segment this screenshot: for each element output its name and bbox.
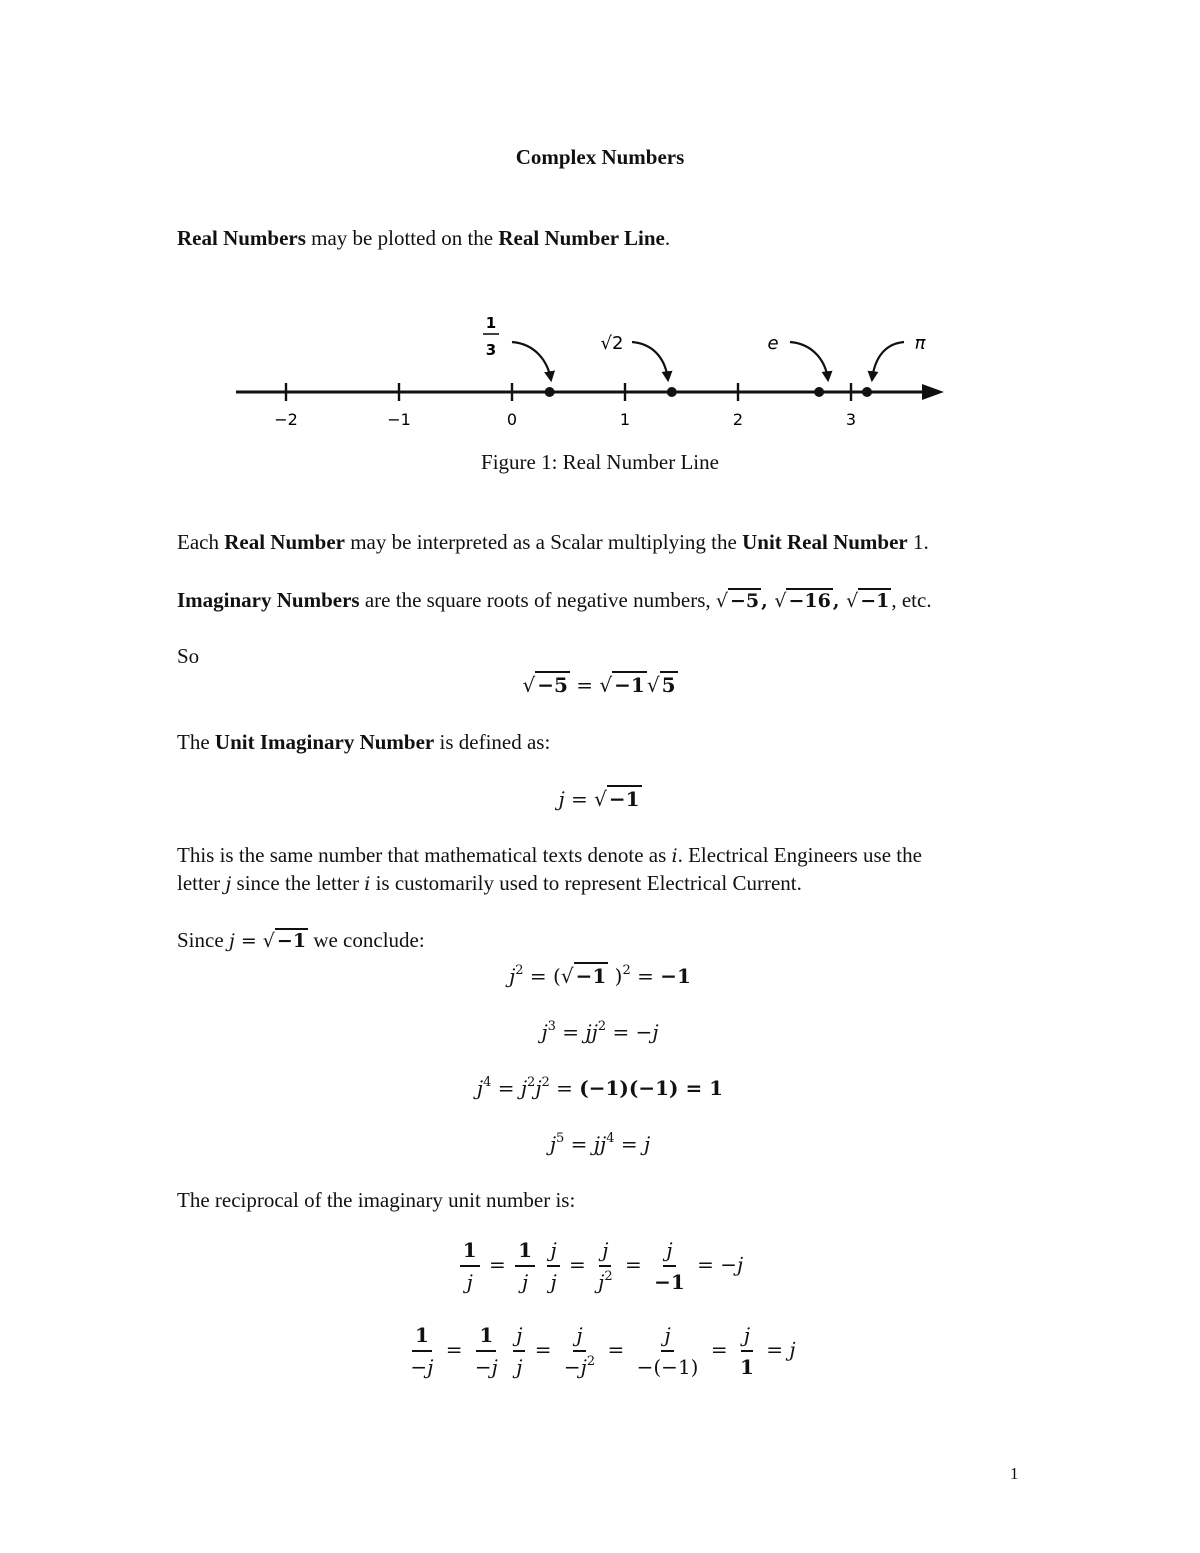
paragraph-notation-line-1: This is the same number that mathematical texts denote as i. Electrical Engineers use the: [177, 843, 922, 867]
figure-caption: Figure 1: Real Number Line: [481, 450, 719, 474]
point-marker: [545, 387, 555, 397]
tick-label: 2: [732, 410, 744, 429]
point-marker: [814, 387, 824, 397]
point-marker: [667, 387, 677, 397]
paragraph-notation-line-2: letter j since the letter i is customarily used to represent Electrical Current.: [177, 871, 802, 895]
real-number-line-figure: [0, 310, 1200, 430]
tick-label: −1: [387, 410, 411, 429]
paragraph-scalar: Each Real Number may be interpreted as a Scalar multiplying the Unit Real Number 1.: [177, 530, 929, 554]
tick-label: 1: [619, 410, 631, 429]
paragraph-unit-imaginary: The Unit Imaginary Number is defined as:: [177, 730, 551, 754]
equation-reciprocal-j: $\frac{1}{j}$ = $\frac{1}{j}$ $\frac{j}{j}$ = $\frac{j}{j^2}$ = $\frac{j}{-1}$ = −j: [0, 1237, 1200, 1295]
label-e: e: [767, 333, 779, 354]
paragraph-reciprocal: The reciprocal of the imaginary unit number is:: [177, 1188, 576, 1212]
equation-j-cubed: $j^3 = jj^2 = -j$: [541, 1019, 659, 1044]
tick-label: 0: [506, 410, 518, 429]
label-one-third-den: 3: [485, 341, 497, 359]
paragraph-real-numbers: Real Numbers may be plotted on the Real Number Line.: [177, 226, 671, 250]
equation-j-squared: $j^2$ = (√ −1 )$^2$ = −1: [509, 963, 691, 988]
equation-j-fifth: $j^5 = jj^4 = j$: [549, 1131, 651, 1156]
arrow-sqrt2: [632, 342, 668, 380]
equation-reciprocal-minus-j: $\frac{1}{-j}$ = $\frac{1}{-j}$ $\frac{j}{j}$ = $\frac{j}{-j^2}$ = $\frac{j}{-(-1)}$ = $\frac{j}{1}$ = j: [410, 1323, 796, 1379]
tick-label: −2: [274, 410, 298, 429]
point-marker: [862, 387, 872, 397]
paragraph-so: So: [177, 644, 200, 668]
label-sqrt2: √2: [600, 333, 624, 354]
equation-sqrt-minus-5: √ −5 = √ −1 √ 5: [522, 673, 676, 697]
arrow-e: [790, 342, 828, 380]
page-number: 1: [1010, 1464, 1019, 1483]
paragraph-imaginary: Imaginary Numbers are the square roots of negative numbers, √ −5 , √ −16 , √ −1, etc.: [177, 588, 932, 612]
tick-label: 3: [845, 410, 857, 429]
page-title: Complex Numbers: [515, 145, 685, 169]
axis-arrowhead: [922, 384, 944, 400]
equation-j-definition: j = √ −1: [558, 787, 640, 811]
equation-j-fourth: $j^4 = j^2j^2 = (-1)(-1) = 1$: [476, 1075, 724, 1100]
label-pi: π: [914, 333, 926, 354]
arrow-one-third: [512, 342, 551, 380]
paragraph-since: Since j = √ −1 we conclude:: [177, 928, 425, 952]
label-one-third-num: 1: [485, 314, 497, 332]
arrow-pi: [872, 342, 904, 380]
